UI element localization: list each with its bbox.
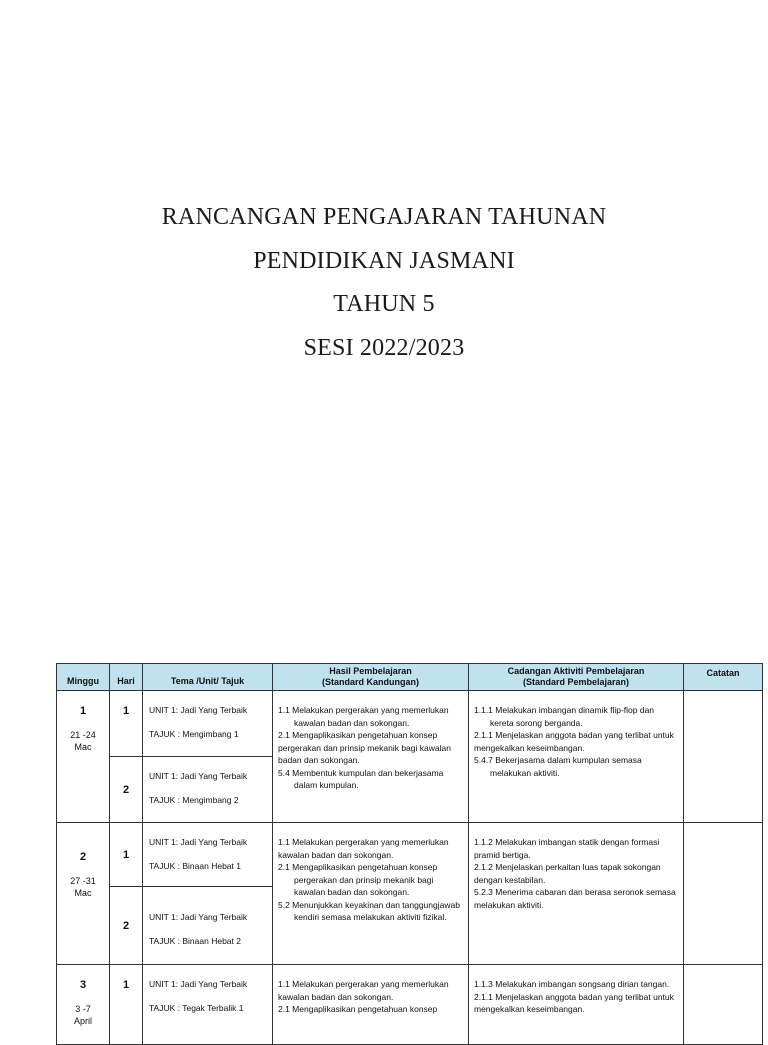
tajuk-text: TAJUK : Mengimbang 2: [149, 795, 239, 805]
tajuk-text: TAJUK : Tegak Terbalik 1: [149, 1003, 244, 1013]
header-hari: Hari: [110, 664, 143, 691]
week-date: 27 -31: [70, 876, 96, 886]
header-cadangan: [469, 664, 684, 691]
header-tema: Tema /Unit/ Tajuk: [143, 664, 273, 691]
hasil-cell: [273, 691, 469, 823]
week-cell: [57, 691, 110, 823]
week-date: 21 -24: [70, 730, 96, 740]
cadangan-cell: [469, 823, 684, 965]
cadangan-item: 2.1.1 Menjelaskan anggota badan yang terlibat untuk mengekalkan keseimbangan.: [474, 730, 674, 753]
hasil-item: 5.4 Membentuk kumpulan dan bekerjasama dalam kumpulan.: [278, 767, 444, 790]
table-row: [57, 965, 763, 1045]
title-line: RANCANGAN PENGAJARAN TAHUNAN: [161, 204, 607, 230]
document-title: [0, 196, 768, 370]
week-date: April: [73, 1016, 92, 1026]
hasil-item: 2.1 Mengaplikasikan pengetahuan konsep: [278, 1004, 438, 1014]
week-date: Mac: [74, 742, 92, 752]
table-header-row: [57, 664, 763, 691]
cadangan-cell: [469, 965, 684, 1045]
hasil-item: 1.1 Melakukan pergerakan yang memerlukan kawalan badan dan sokongan.: [278, 979, 449, 1002]
topic-cell: [143, 823, 273, 887]
cadangan-item: 2.1.1 Menjelaskan anggota badan yang terlibat untuk mengekalkan keseimbangan.: [474, 991, 674, 1014]
cadangan-item: 1.1.3 Melakukan imbangan songsang dirian tangan.: [474, 979, 670, 989]
cadangan-item: 1.1.1 Melakukan imbangan dinamik flip-flop dan kereta sorong berganda.: [474, 705, 655, 728]
catatan-cell: [684, 823, 763, 965]
catatan-cell: [684, 691, 763, 823]
lesson-plan-table: [56, 663, 763, 1045]
topic-cell: [143, 965, 273, 1045]
tajuk-text: TAJUK : Binaan Hebat 1: [149, 861, 241, 871]
cadangan-item: 5.4.7 Bekerjasama dalam kumpulan semasa melakukan aktiviti.: [474, 755, 642, 778]
hasil-cell: [273, 965, 469, 1045]
title-line: TAHUN 5: [333, 291, 435, 317]
topic-cell: [143, 887, 273, 965]
tajuk-text: TAJUK : Mengimbang 1: [149, 729, 239, 739]
day-cell: 2: [110, 757, 143, 823]
header-cadangan-line2: (Standard Pembelajaran): [522, 677, 630, 687]
header-hasil-line2: (Standard Kandungan): [322, 677, 419, 687]
week-number: 2: [79, 851, 87, 863]
hasil-item: 2.1 Mengaplikasikan pengetahuan konsep pergerakan dan prinsip mekanik bagi kawalan badan dan sokongan.: [278, 862, 438, 897]
cadangan-item: 5.2.3 Menerima cabaran dan berasa seronok semasa melakukan aktiviti.: [474, 887, 676, 910]
week-cell: [57, 823, 110, 965]
hasil-item: 5.2 Menunjukkan keyakinan dan tanggungjawab kendiri semasa melakukan aktiviti fizikal.: [278, 899, 460, 922]
title-line: PENDIDIKAN JASMANI: [253, 247, 515, 274]
unit-text: UNIT 1: Jadi Yang Terbaik: [149, 771, 248, 781]
hasil-item: 1.1 Melakukan pergerakan yang memerlukan kawalan badan dan sokongan.: [278, 837, 449, 860]
tajuk-text: TAJUK : Binaan Hebat 2: [149, 936, 241, 946]
day-cell: 1: [110, 691, 143, 757]
week-number: 1: [79, 705, 87, 717]
topic-cell: [143, 691, 273, 757]
week-date: Mac: [74, 888, 92, 898]
unit-text: UNIT 1: Jadi Yang Terbaik: [149, 837, 248, 847]
table-row: [57, 691, 763, 757]
week-date: 3 -7: [75, 1004, 91, 1014]
table-row: [57, 823, 763, 887]
header-minggu: Minggu: [57, 664, 110, 691]
topic-cell: [143, 757, 273, 823]
day-cell: 1: [110, 965, 143, 1045]
header-catatan: Catatan: [684, 664, 763, 691]
header-cadangan-line1: Cadangan Aktiviti Pembelajaran: [507, 666, 645, 676]
title-line: SESI 2022/2023: [303, 334, 465, 361]
hasil-cell: [273, 823, 469, 965]
unit-text: UNIT 1: Jadi Yang Terbaik: [149, 705, 248, 715]
header-hasil: [273, 664, 469, 691]
header-hasil-line1: Hasil Pembelajaran: [329, 666, 412, 676]
unit-text: UNIT 1: Jadi Yang Terbaik: [149, 912, 248, 922]
catatan-cell: [684, 965, 763, 1045]
hasil-item: 2.1 Mengaplikasikan pengetahuan konsep pergerakan dan prinsip mekanik bagi kawalan badan dan sokongan.: [278, 730, 451, 765]
week-number: 3: [79, 979, 87, 991]
hasil-item: 1.1 Melakukan pergerakan yang memerlukan kawalan badan dan sokongan.: [278, 705, 449, 728]
unit-text: UNIT 1: Jadi Yang Terbaik: [149, 979, 248, 989]
cadangan-item: 1.1.2 Melakukan imbangan statik dengan formasi pramid bertiga.: [474, 837, 660, 860]
cadangan-cell: [469, 691, 684, 823]
cadangan-item: 2.1.2 Menjelaskan perkaitan luas tapak sokongan dengan kestabilan.: [474, 862, 661, 885]
week-cell: [57, 965, 110, 1045]
day-cell: 1: [110, 823, 143, 887]
day-cell: 2: [110, 887, 143, 965]
